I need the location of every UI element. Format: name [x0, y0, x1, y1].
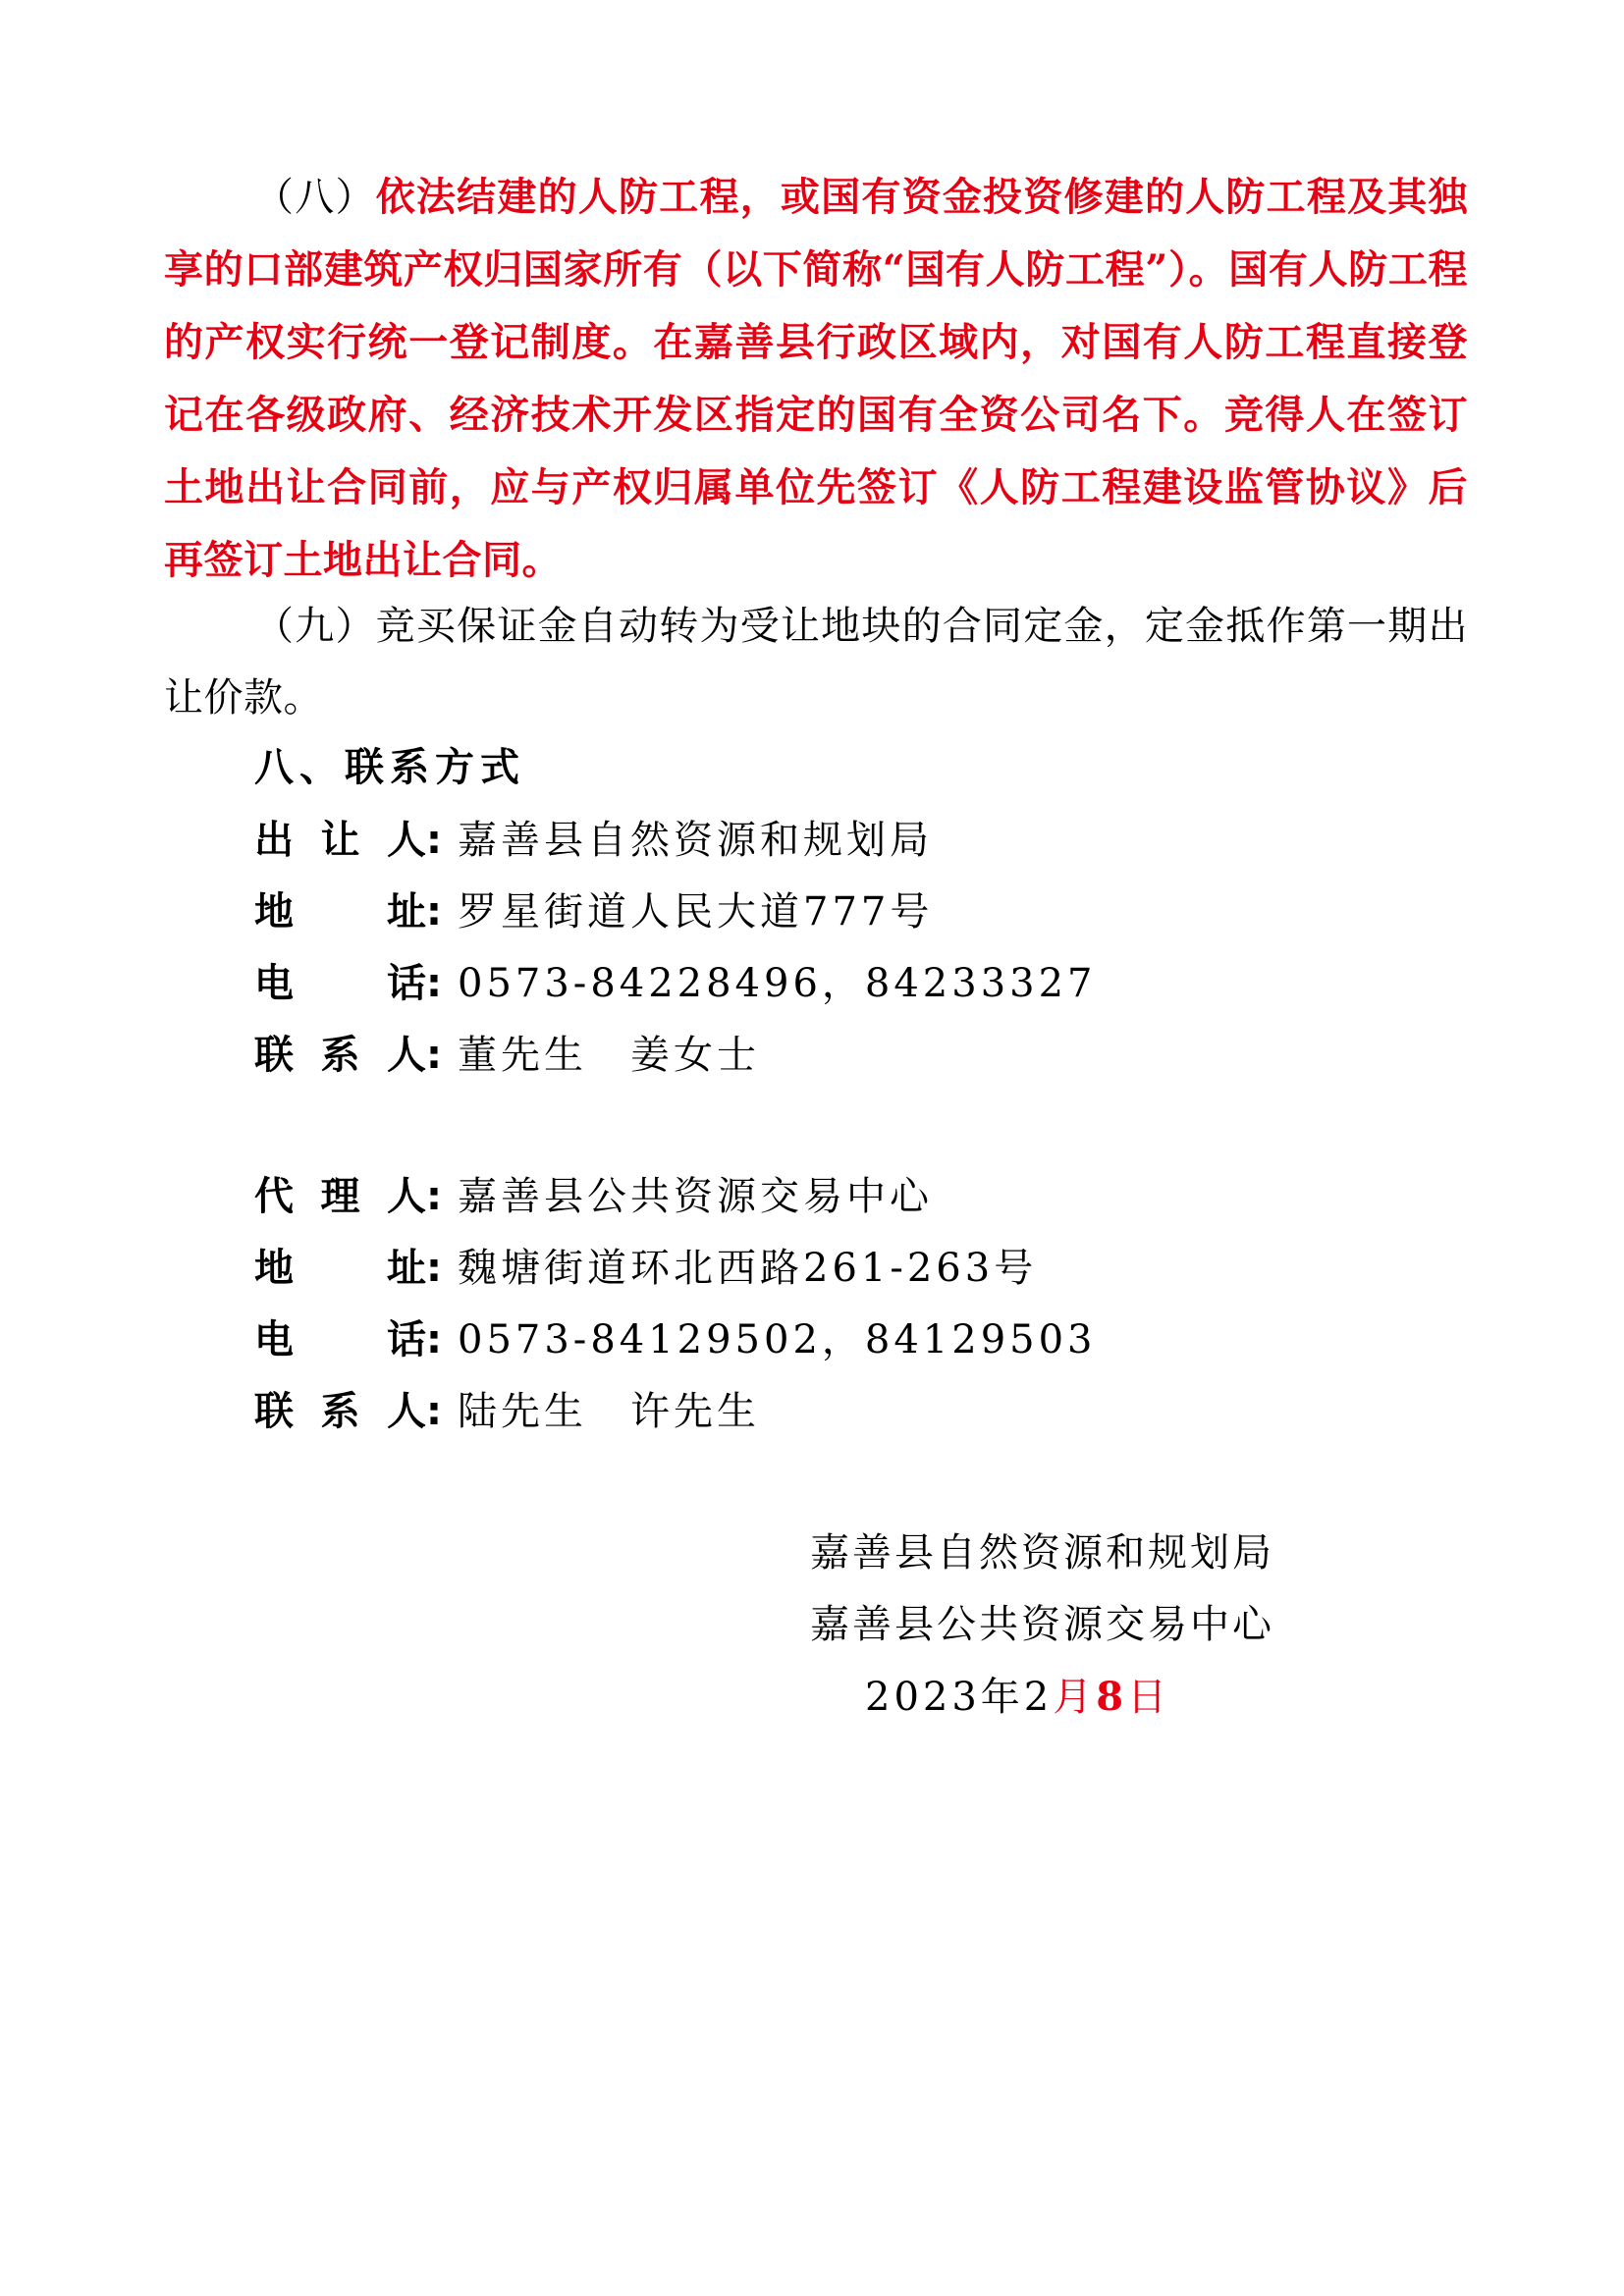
label-colon: : — [426, 818, 442, 863]
contact-row-contact-person-1 — [254, 1020, 760, 1092]
paragraph-item-9: （九）竞买保证金自动转为受让地块的合同定金，定金抵作第一期出让价款。 — [164, 604, 1468, 721]
label-colon: : — [426, 1317, 442, 1362]
signature-org-1: 嘉善县自然资源和规划局 — [810, 1530, 1274, 1575]
contact-label: 出让人 — [254, 818, 426, 863]
contact-label: 联系人 — [254, 1033, 426, 1078]
contact-value: 董先生 姜女士 — [458, 1033, 760, 1078]
date-month: 2 — [1023, 1675, 1054, 1720]
contact-value: 0573-84129502，84129503 — [458, 1317, 1097, 1362]
label-colon: : — [426, 1174, 442, 1219]
contact-label: 代理人 — [254, 1174, 426, 1219]
contact-row-address-1 — [254, 877, 933, 948]
item-8-body: 依法结建的人防工程，或国有资金投资修建的人防工程及其独享的口部建筑产权归国家所有（以下简称“国有人防工程”）。国有人防工程的产权实行统一登记制度。在嘉善县行政区域内，对国有人防工程直接登记在各级政府、经济技术开发区指定的国有全资公司名下。竞得人在签订土地出让合同前，应与产权归属单位先签订《人防工程建设监管协议》后再签订土地出让合同。 — [164, 174, 1469, 583]
label-colon: : — [426, 889, 442, 934]
contact-value: 魏塘街道环北西路261-263号 — [458, 1246, 1038, 1291]
item-8-prefix: （八） — [254, 175, 376, 220]
contact-row-transferor — [254, 805, 933, 877]
date-day-unit: 日 — [1127, 1675, 1171, 1720]
contact-label: 地址 — [254, 1246, 426, 1291]
date-month-unit: 月 — [1053, 1675, 1097, 1720]
date-year: 2023 — [865, 1675, 981, 1720]
date-year-unit: 年 — [980, 1675, 1024, 1720]
contact-label: 电话 — [254, 1317, 426, 1362]
contact-value: 0573-84228496，84233327 — [458, 961, 1097, 1006]
contact-value: 陆先生 许先生 — [458, 1389, 760, 1434]
contact-row-phone-1 — [254, 948, 1097, 1020]
signature-date — [865, 1661, 1170, 1734]
contact-label: 电话 — [254, 961, 426, 1006]
contact-label: 地址 — [254, 889, 426, 934]
contact-value: 嘉善县公共资源交易中心 — [458, 1174, 933, 1219]
contact-value: 罗星街道人民大道777号 — [458, 889, 934, 934]
paragraph-item-8 — [164, 161, 1468, 597]
date-day: 8 — [1096, 1674, 1128, 1720]
label-colon: : — [426, 1033, 442, 1078]
label-colon: : — [426, 961, 442, 1006]
contact-row-address-2 — [254, 1233, 1037, 1305]
label-colon: : — [426, 1389, 442, 1434]
section-heading-contact: 八、联系方式 — [254, 745, 525, 790]
signature-org-2: 嘉善县公共资源交易中心 — [810, 1602, 1274, 1647]
contact-row-agent — [254, 1161, 933, 1233]
contact-row-phone-2 — [254, 1305, 1097, 1376]
contact-label: 联系人 — [254, 1389, 426, 1434]
contact-row-contact-person-2 — [254, 1376, 760, 1448]
contact-value: 嘉善县自然资源和规划局 — [458, 818, 933, 863]
label-colon: : — [426, 1246, 442, 1291]
